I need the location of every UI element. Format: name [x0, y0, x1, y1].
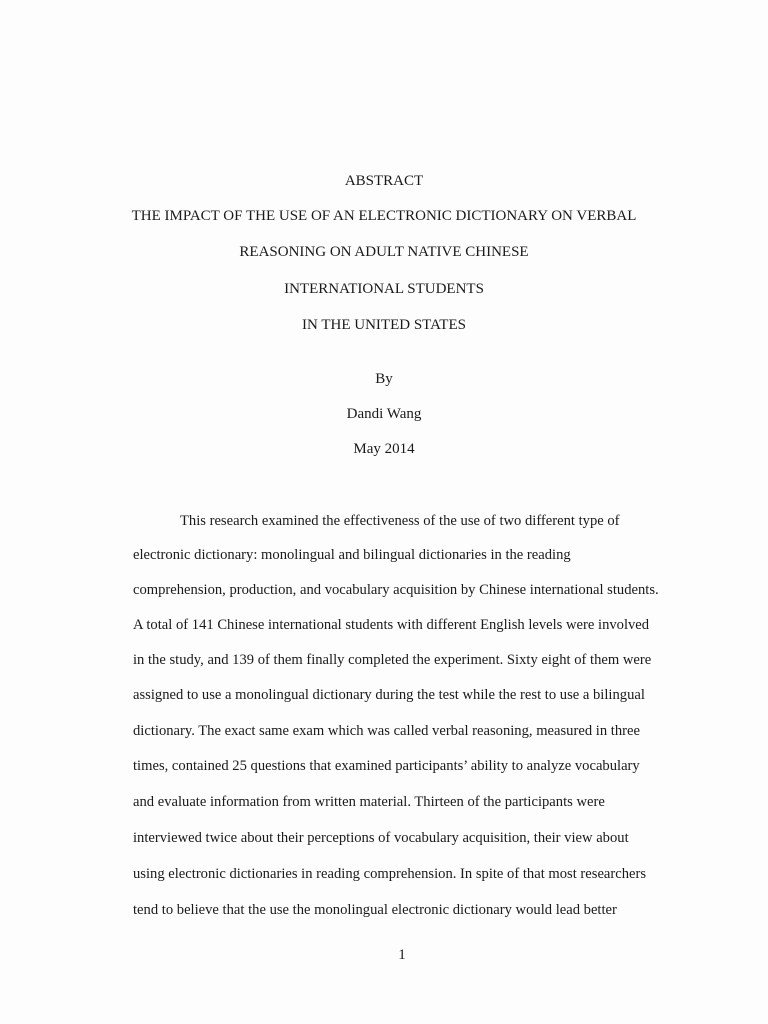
page-number: 1: [398, 947, 406, 963]
abstract-line-8: times, contained 25 questions that examined participants’ ability to analyze vocabulary: [133, 758, 640, 774]
abstract-line-5: in the study, and 139 of them finally completed the experiment. Sixty eight of them were: [133, 652, 652, 668]
abstract-line-12: tend to believe that the use the monolingual electronic dictionary would lead better: [133, 902, 617, 918]
abstract-line-11: using electronic dictionaries in reading comprehension. In spite of that most researchers: [133, 866, 647, 882]
abstract-line-2: electronic dictionary: monolingual and bilingual dictionaries in the reading: [133, 547, 571, 563]
title-line-1: THE IMPACT OF THE USE OF AN ELECTRONIC DICTIONARY ON VERBAL: [131, 208, 637, 224]
abstract-line-7: dictionary. The exact same exam which was called verbal reasoning, measured in three: [133, 723, 640, 739]
title-line-3: INTERNATIONAL STUDENTS: [284, 281, 484, 297]
abstract-line-3: comprehension, production, and vocabulary acquisition by Chinese international students.: [133, 582, 659, 598]
abstract-heading: ABSTRACT: [344, 173, 424, 189]
abstract-line-10: interviewed twice about their perceptions of vocabulary acquisition, their view about: [133, 830, 629, 846]
title-line-4: IN THE UNITED STATES: [302, 317, 466, 333]
publication-date: May 2014: [353, 441, 415, 457]
title-line-2: REASONING ON ADULT NATIVE CHINESE: [239, 244, 529, 260]
abstract-line-9: and evaluate information from written material. Thirteen of the participants were: [133, 794, 605, 810]
author-name: Dandi Wang: [346, 406, 422, 422]
abstract-line-4: A total of 141 Chinese international students with different English levels were involved: [133, 617, 650, 633]
by-label: By: [375, 371, 393, 387]
abstract-line-6: assigned to use a monolingual dictionary during the test while the rest to use a bilingual: [133, 687, 645, 703]
abstract-line-1: This research examined the effectiveness of the use of two different type of: [180, 513, 620, 529]
